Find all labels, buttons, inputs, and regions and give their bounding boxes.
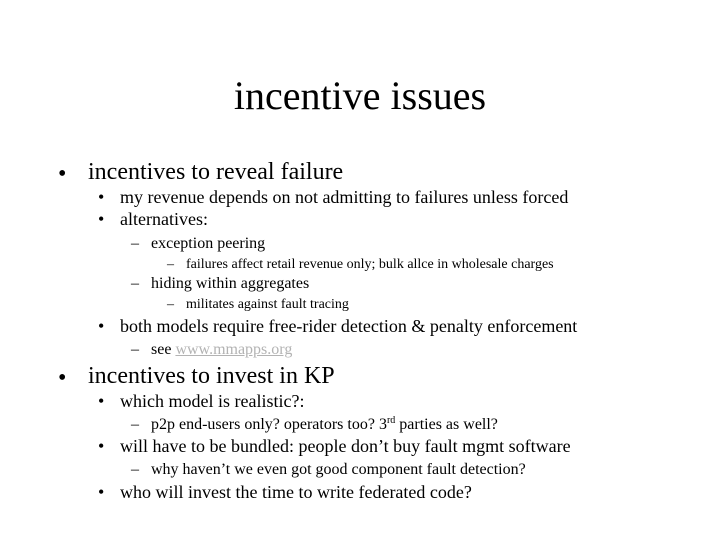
bullet-l2-text: which model is realistic?: bbox=[120, 391, 305, 411]
rd-superscript: rd bbox=[386, 415, 396, 426]
bullet-icon: • bbox=[58, 161, 67, 187]
bullet-icon: • bbox=[58, 365, 67, 391]
dash-icon: – bbox=[131, 461, 139, 478]
bullet-icon: • bbox=[98, 391, 105, 411]
bullet-l2-text: will have to be bundled: people don’t buy fault mgmt software bbox=[120, 436, 571, 456]
bullet-l3-text: hiding within aggregates bbox=[151, 275, 310, 292]
bullet-l2-text: who will invest the time to write federated code? bbox=[120, 482, 472, 502]
dash-icon: – bbox=[167, 297, 174, 312]
bullet-l4-text: failures affect retail revenue only; bulk allce in wholesale charges bbox=[186, 257, 554, 272]
bullet-l1-text: incentives to reveal failure bbox=[88, 159, 344, 185]
bullet-l3-text bbox=[151, 415, 498, 435]
bullet-icon: • bbox=[98, 482, 105, 502]
bullet-icon: • bbox=[98, 316, 105, 336]
parties-text: parties as well? bbox=[395, 416, 498, 433]
bullet-l2-text: both models require free-rider detection & penalty enforcement bbox=[120, 316, 578, 336]
bullet-icon: • bbox=[98, 436, 105, 456]
bullet-icon: • bbox=[98, 209, 105, 229]
mmapps-link[interactable]: www.mmapps.org bbox=[175, 341, 293, 358]
bullet-l4-text: militates against fault tracing bbox=[186, 297, 349, 312]
bullet-l3-text bbox=[151, 340, 292, 360]
dash-icon: – bbox=[131, 341, 139, 358]
slide-title: incentive issues bbox=[233, 73, 487, 118]
bullet-l3-text: exception peering bbox=[151, 235, 266, 252]
bullet-l2-text: alternatives: bbox=[120, 209, 208, 229]
dash-icon: – bbox=[167, 257, 174, 272]
bullet-icon: • bbox=[98, 187, 105, 207]
dash-icon: – bbox=[131, 235, 139, 252]
p2p-text: p2p end-users only? operators too? 3 bbox=[151, 416, 387, 433]
dash-icon: – bbox=[131, 416, 139, 433]
see-label: see bbox=[151, 341, 176, 358]
bullet-l3-text: why haven’t we even got good component fault detection? bbox=[151, 461, 526, 478]
bullet-l2-text: my revenue depends on not admitting to failures unless forced bbox=[120, 187, 569, 207]
dash-icon: – bbox=[131, 275, 139, 292]
bullet-l1-text: incentives to invest in KP bbox=[88, 363, 335, 389]
